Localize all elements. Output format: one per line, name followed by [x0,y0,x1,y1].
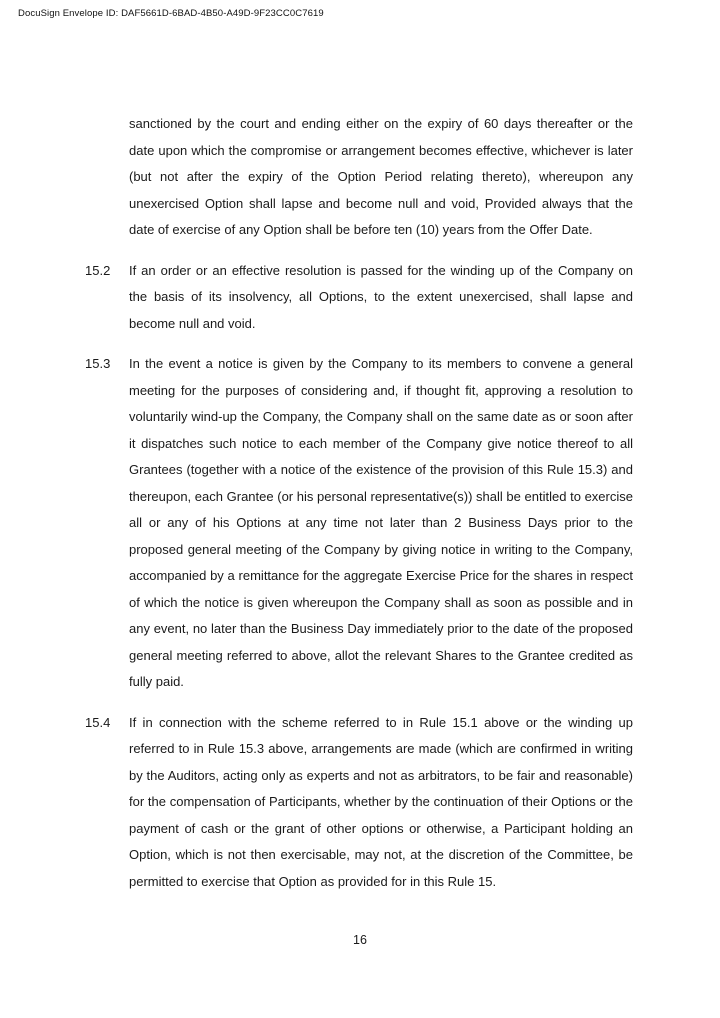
document-body [85,111,633,909]
paragraph-number: 15.3 [85,356,111,371]
document-paragraph [85,710,633,896]
document-paragraph [85,111,633,244]
document-paragraph [85,258,633,338]
document-paragraph [85,351,633,696]
paragraph-text: In the event a notice is given by the Company to its members to convene a general meeting for the purposes of considering and, if thought fit, approving a resolution to voluntarily wind-up the Company, the Company shall on the same date as or soon after it dispatches such notice to each member of the Company give notice thereof to all Grantees (together with a notice of the existence of the provision of this Rule 15.3) and thereupon, each Grantee (or his personal representative(s)) shall be entitled to exercise all or any of his Options at any time not later than 2 Business Days prior to the proposed general meeting of the Company by giving notice in writing to the Company, accompanied by a remittance for the aggregate Exercise Price for the shares in respect of which the notice is given whereupon the Company shall as soon as possible and in any event, no later than the Business Day immediately prior to the date of the proposed general meeting referred to above, allot the relevant Shares to the Grantee credited as fully paid. [129,356,633,689]
paragraph-text: sanctioned by the court and ending either on the expiry of 60 days thereafter or the date upon which the compromise or arrangement becomes effective, whichever is later (but not after the expiry of the Option Period relating thereto), whereupon any unexercised Option shall lapse and become null and void, Provided always that the date of exercise of any Option shall be before ten (10) years from the Offer Date. [129,116,633,237]
page-number: 16 [353,933,367,947]
paragraph-number: 15.4 [85,714,111,730]
paragraph-text: If an order or an effective resolution is passed for the winding up of the Company on the basis of its insolvency, all Options, to the extent unexercised, shall lapse and become null and void. [129,262,633,331]
paragraph-number [85,111,129,244]
docusign-envelope-id: DocuSign Envelope ID: DAF5661D-6BAD-4B50-A49D-9F23CC0C7619 [18,8,324,19]
paragraph-text: If in connection with the scheme referred to in Rule 15.1 above or the winding up referred to in Rule 15.3 above, arrangements are made (which are confirmed in writing by the Auditors, acting only as experts and not as arbitrators, to be fair and reasonable) for the compensation of Participants, whether by the continuation of their Options or the payment of cash or the grant of other options or otherwise, a Participant holding an Option, which is not then exercisable, may not, at the discretion of the Committee, be permitted to exercise that Option as provided for in this Rule 15. [129,714,633,889]
paragraph-number: 15.2 [85,262,111,278]
